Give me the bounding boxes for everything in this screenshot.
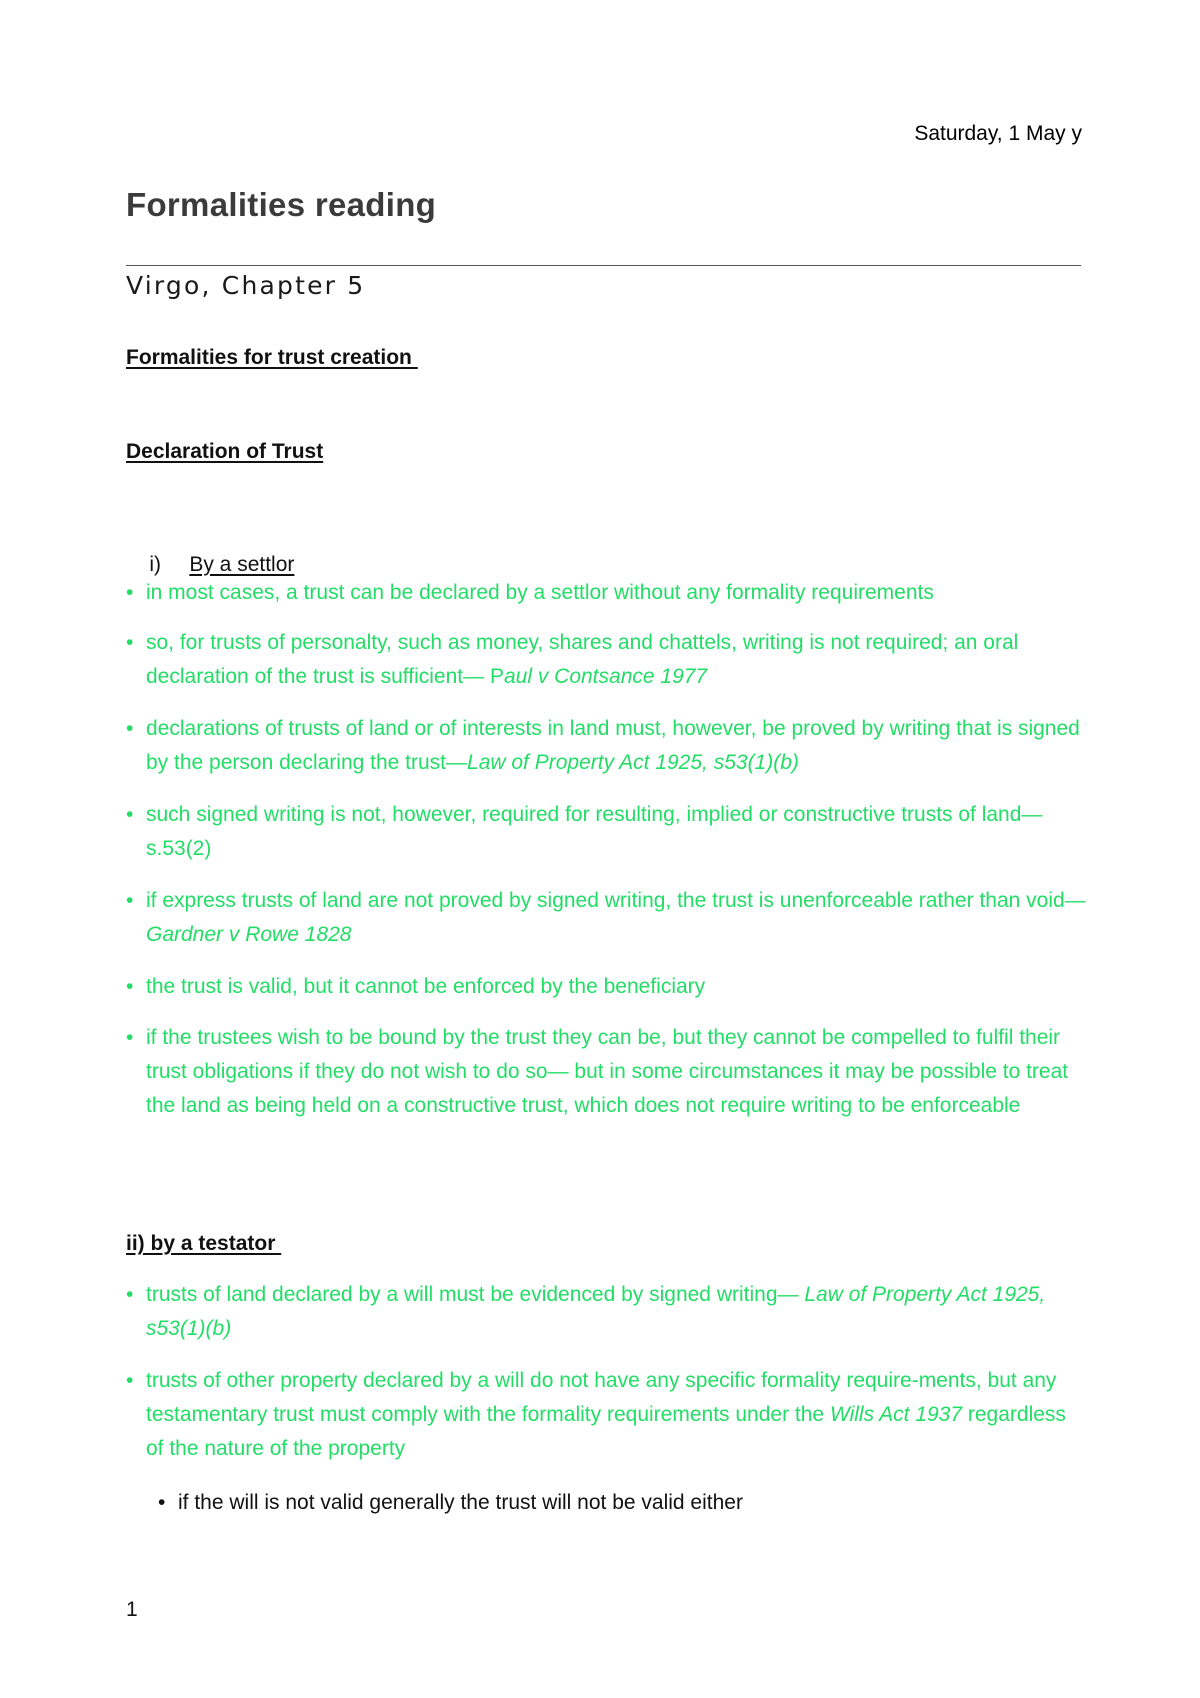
list-item — [126, 884, 1086, 952]
page-number: 1 — [126, 1598, 138, 1621]
sub-list-item — [158, 1486, 1078, 1520]
bullet-icon: • — [126, 631, 134, 654]
subheading-label: By a settlor — [189, 553, 295, 576]
page-title: Formalities reading — [126, 186, 437, 223]
bullet-text: if the trustees wish to be bound by the trust they can be, but they cannot be compelled to fulfil their trust obligations if they do not wish to do so— but in some circumstances it may be possible to treat the land as being held on a constructive trust, which does not require writing to be enforceable — [146, 1026, 1069, 1117]
bullet-icon: • — [126, 803, 134, 826]
bullet-text: trusts of land declared by a will must be evidenced by signed writing— — [146, 1283, 805, 1306]
bullet-icon: • — [126, 1369, 134, 1392]
list-item — [126, 712, 1086, 780]
bullet-icon: • — [126, 975, 134, 998]
list-item — [126, 798, 1086, 866]
bullet-icon: • — [126, 1283, 134, 1306]
heading-trust-creation: Formalities for trust creation — [126, 346, 418, 369]
list-item — [126, 1364, 1086, 1466]
bullet-icon: • — [126, 581, 134, 604]
case-citation: aul v Contsance 1977 — [503, 665, 708, 688]
heading-declaration-of-trust: Declaration of Trust — [126, 440, 324, 463]
bullet-icon: • — [158, 1491, 166, 1514]
bullet-text: such signed writing is not, however, required for resulting, implied or constructive trusts of land— s.53(2) — [146, 803, 1043, 860]
title-divider — [126, 265, 1081, 266]
bullet-text: so, for trusts of personalty, such as money, shares and chattels, writing is not required; an oral declaration of the trust is sufficient— P — [146, 631, 1019, 688]
page-subtitle: Virgo, Chapter 5 — [126, 271, 366, 300]
list-item — [126, 970, 1086, 1004]
bullet-icon: • — [126, 889, 134, 912]
bullet-text: trusts of other property declared by a will do not have any specific formality require-ments, but any testamentary trust must comply with the formality requirements under the — [146, 1369, 1057, 1426]
case-citation: Gardner v Rowe 1828 — [146, 923, 352, 946]
bullet-text: in most cases, a trust can be declared by a settlor without any formality requirements — [146, 581, 934, 604]
list-number: i) — [149, 553, 162, 576]
statute-citation: Wills Act 1937 — [829, 1403, 963, 1426]
list-item — [126, 1021, 1086, 1123]
date-header: Saturday, 1 May y — [914, 122, 1082, 145]
list-item — [126, 576, 1086, 610]
bullet-text: the trust is valid, but it cannot be enforced by the beneficiary — [146, 975, 706, 998]
list-item — [126, 626, 1086, 694]
statute-citation: Law of Property Act 1925, s53(1)(b) — [146, 1283, 1046, 1340]
bullet-text: declarations of trusts of land or of interests in land must, however, be proved by writing that is signed by the person declaring the trust— — [146, 717, 1080, 774]
bullet-icon: • — [126, 1026, 134, 1049]
bullet-text-continued: regardless of the nature of the property — [146, 1403, 1066, 1460]
bullet-text: if the will is not valid generally the trust will not be valid either — [178, 1491, 743, 1514]
bullet-text: if express trusts of land are not proved by signed writing, the trust is unenforceable rather than void— — [146, 889, 1086, 912]
statute-citation: Law of Property Act 1925, s53(1)(b) — [467, 751, 799, 774]
list-item — [126, 1278, 1086, 1346]
heading-by-testator: ii) by a testator — [126, 1232, 282, 1255]
bullet-icon: • — [126, 717, 134, 740]
